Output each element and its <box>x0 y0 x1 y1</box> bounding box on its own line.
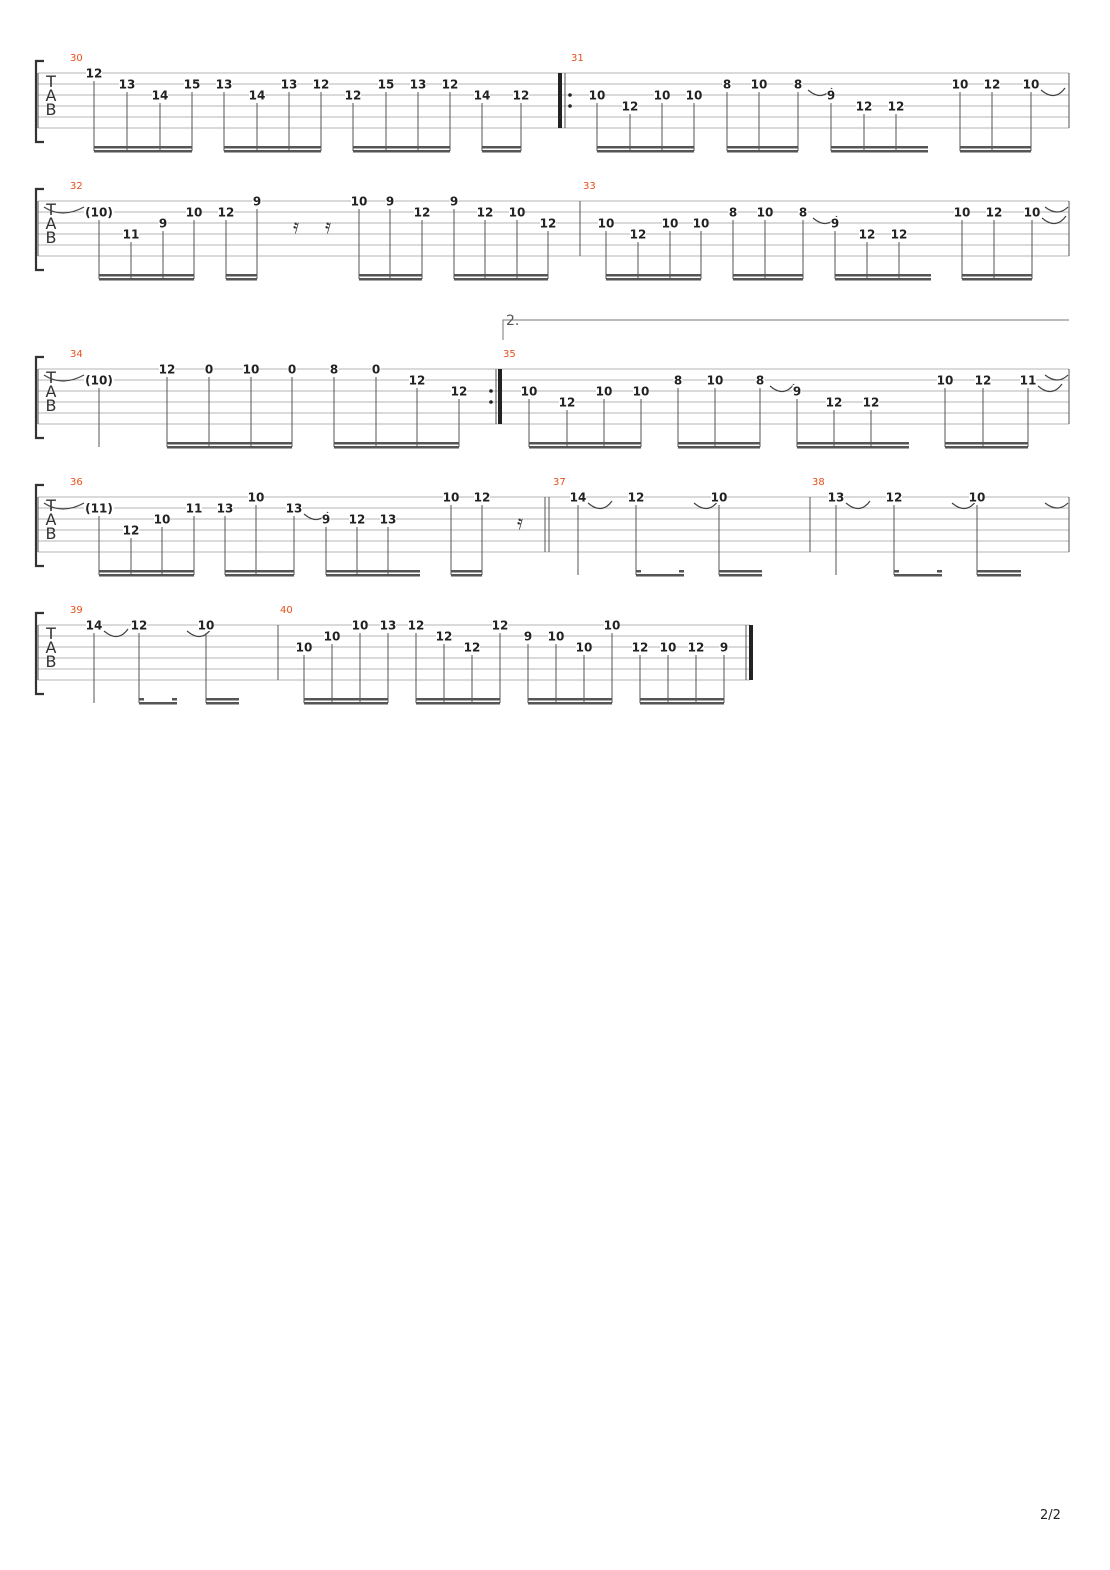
tie-arc <box>846 501 870 509</box>
fret-number: 9 <box>321 512 331 527</box>
fret-number: 12 <box>687 640 705 655</box>
tab-clef-letter: B <box>45 524 57 543</box>
fret-number: 10 <box>520 384 538 399</box>
measure-number: 34 <box>70 349 83 360</box>
fret-number: 15 <box>183 77 201 92</box>
fret-number: 12 <box>158 362 176 377</box>
fret-number: 13 <box>280 77 298 92</box>
tie-arc <box>1045 503 1068 508</box>
fret-number: 12 <box>413 205 431 220</box>
beam-stub <box>679 570 684 573</box>
beam <box>99 278 194 281</box>
fret-number: 8 <box>722 77 732 92</box>
fret-number: 12 <box>348 512 366 527</box>
fret-number: 10 <box>247 490 265 505</box>
beam <box>225 574 294 577</box>
beam <box>326 570 420 573</box>
beam <box>528 702 612 705</box>
fret-number: 10 <box>661 216 679 231</box>
beam <box>977 574 1021 577</box>
fret-number: 12 <box>130 618 148 633</box>
fret-number: 8 <box>755 373 765 388</box>
beam <box>454 274 548 277</box>
beam <box>528 698 612 701</box>
fret-number: 12 <box>512 88 530 103</box>
beam <box>960 150 1031 153</box>
beam <box>451 574 482 577</box>
beam <box>960 146 1031 149</box>
measure-number: 39 <box>70 605 83 616</box>
fret-number: 8 <box>329 362 339 377</box>
beam <box>326 574 420 577</box>
fret-number: 11 <box>122 227 140 242</box>
fret-number: 10 <box>508 205 526 220</box>
beam <box>835 278 931 281</box>
tie-arc <box>1038 384 1062 392</box>
fret-number: 10 <box>603 618 621 633</box>
fret-number: 10 <box>706 373 724 388</box>
beam <box>359 274 422 277</box>
beam <box>727 146 798 149</box>
fret-number: 10 <box>242 362 260 377</box>
fret-number: 12 <box>408 373 426 388</box>
fret-number: 9 <box>826 88 836 103</box>
beam <box>529 442 641 445</box>
measure-number: 35 <box>503 349 516 360</box>
fret-number: 10 <box>1023 205 1041 220</box>
fret-number: (11) <box>85 501 113 516</box>
fret-number: 10 <box>588 88 606 103</box>
rest-symbol: 𝄿 <box>516 510 524 534</box>
tie-arc <box>770 384 794 392</box>
fret-number: 9 <box>792 384 802 399</box>
beam <box>304 698 388 701</box>
tab-clef-letter: B <box>45 100 57 119</box>
tie-arc <box>1045 375 1068 380</box>
beam <box>99 574 194 577</box>
beam <box>719 574 762 577</box>
fret-number: 12 <box>407 618 425 633</box>
fret-number: 9 <box>449 194 459 209</box>
fret-number: 12 <box>539 216 557 231</box>
tie-arc <box>588 501 612 509</box>
fret-number: 12 <box>435 629 453 644</box>
tab-clef-letter: A <box>45 510 57 529</box>
fret-number: 13 <box>215 77 233 92</box>
beam <box>206 698 239 701</box>
fret-number: 12 <box>825 395 843 410</box>
beam <box>334 446 459 449</box>
fret-number: 12 <box>473 490 491 505</box>
fret-number: 10 <box>597 216 615 231</box>
measure-number: 36 <box>70 477 83 488</box>
beam <box>733 278 803 281</box>
fret-number: 10 <box>953 205 971 220</box>
fret-number: 0 <box>371 362 381 377</box>
fret-number: 10 <box>185 205 203 220</box>
beam <box>334 442 459 445</box>
fret-number: 11 <box>1019 373 1037 388</box>
measure-number: 31 <box>571 53 584 64</box>
volta-label: 2. <box>506 313 520 329</box>
beam <box>606 278 701 281</box>
fret-number: 9 <box>385 194 395 209</box>
fret-number: 10 <box>351 618 369 633</box>
fret-number: 10 <box>295 640 313 655</box>
fret-number: 8 <box>798 205 808 220</box>
rest-symbol: 𝄿 <box>292 214 300 238</box>
beam <box>835 274 931 277</box>
tie-arc <box>1042 216 1066 224</box>
tie-arc <box>1041 88 1065 96</box>
tab-clef-letter: T <box>46 72 56 91</box>
fret-number: 10 <box>632 384 650 399</box>
fret-number: 10 <box>197 618 215 633</box>
beam <box>727 150 798 153</box>
fret-number: 12 <box>621 99 639 114</box>
beam <box>206 702 239 705</box>
fret-number: 12 <box>862 395 880 410</box>
beam <box>797 446 909 449</box>
fret-number: 12 <box>890 227 908 242</box>
beam <box>977 570 1021 573</box>
beam <box>482 146 521 149</box>
fret-number: 10 <box>595 384 613 399</box>
fret-number: (10) <box>85 205 113 220</box>
fret-number: 8 <box>673 373 683 388</box>
beam <box>224 150 321 153</box>
tab-clef-letter: B <box>45 652 57 671</box>
beam <box>733 274 803 277</box>
beam <box>226 278 257 281</box>
beam <box>353 146 450 149</box>
fret-number: 10 <box>653 88 671 103</box>
fret-number: 14 <box>569 490 587 505</box>
beam <box>224 146 321 149</box>
fret-number: (10) <box>85 373 113 388</box>
fret-number: 10 <box>153 512 171 527</box>
beam <box>451 570 482 573</box>
fret-number: 12 <box>312 77 330 92</box>
beam <box>678 442 760 445</box>
fret-number: 12 <box>85 66 103 81</box>
tie-arc <box>104 629 128 637</box>
fret-number: 0 <box>287 362 297 377</box>
fret-number: 10 <box>575 640 593 655</box>
fret-number: 9 <box>830 216 840 231</box>
fret-number: 10 <box>936 373 954 388</box>
beam-stub <box>894 570 899 573</box>
beam <box>353 150 450 153</box>
fret-number: 10 <box>692 216 710 231</box>
beam <box>482 150 521 153</box>
measure-number: 37 <box>553 477 566 488</box>
tab-clef-letter: A <box>45 638 57 657</box>
beam <box>962 274 1032 277</box>
fret-number: 8 <box>728 205 738 220</box>
beam <box>167 442 292 445</box>
fret-number: 13 <box>285 501 303 516</box>
fret-number: 10 <box>350 194 368 209</box>
fret-number: 12 <box>855 99 873 114</box>
repeat-dot <box>568 104 572 108</box>
beam <box>359 278 422 281</box>
beam <box>99 570 194 573</box>
fret-number: 12 <box>217 205 235 220</box>
volta-bracket <box>503 320 1069 340</box>
fret-number: 13 <box>216 501 234 516</box>
tab-clef-letter: A <box>45 86 57 105</box>
page-number: 2/2 <box>1040 1508 1061 1523</box>
beam <box>719 570 762 573</box>
beam <box>636 574 684 577</box>
fret-number: 15 <box>377 77 395 92</box>
beam <box>597 150 694 153</box>
beam <box>94 150 192 153</box>
fret-number: 11 <box>185 501 203 516</box>
fret-number: 9 <box>523 629 533 644</box>
fret-number: 14 <box>248 88 266 103</box>
fret-number: 12 <box>463 640 481 655</box>
beam <box>529 446 641 449</box>
fret-number: 9 <box>252 194 262 209</box>
measure-number: 30 <box>70 53 83 64</box>
fret-number: 13 <box>379 618 397 633</box>
fret-number: 10 <box>547 629 565 644</box>
fret-number: 10 <box>685 88 703 103</box>
beam <box>99 274 194 277</box>
fret-number: 12 <box>627 490 645 505</box>
beam <box>94 146 192 149</box>
tab-clef-letter: A <box>45 214 57 233</box>
fret-number: 12 <box>122 523 140 538</box>
beam <box>416 702 500 705</box>
repeat-dot <box>489 389 493 393</box>
tab-clef-letter: T <box>46 368 56 387</box>
tab-clef-letter: A <box>45 382 57 401</box>
fret-number: 0 <box>204 362 214 377</box>
fret-number: 10 <box>750 77 768 92</box>
beam <box>606 274 701 277</box>
fret-number: 12 <box>985 205 1003 220</box>
fret-number: 13 <box>118 77 136 92</box>
beam <box>139 702 177 705</box>
fret-number: 12 <box>476 205 494 220</box>
fret-number: 13 <box>409 77 427 92</box>
fret-number: 9 <box>719 640 729 655</box>
fret-number: 13 <box>827 490 845 505</box>
fret-number: 13 <box>379 512 397 527</box>
beam <box>640 698 724 701</box>
fret-number: 12 <box>887 99 905 114</box>
rest-symbol: 𝄿 <box>324 214 332 238</box>
beam <box>831 146 928 149</box>
beam <box>416 698 500 701</box>
beam <box>640 702 724 705</box>
fret-number: 10 <box>323 629 341 644</box>
fret-number: 14 <box>151 88 169 103</box>
fret-number: 12 <box>631 640 649 655</box>
fret-number: 14 <box>85 618 103 633</box>
measure-number: 38 <box>812 477 825 488</box>
fret-number: 10 <box>756 205 774 220</box>
beam <box>304 702 388 705</box>
tab-clef-letter: T <box>46 624 56 643</box>
fret-number: 10 <box>710 490 728 505</box>
beam <box>226 274 257 277</box>
beam <box>945 446 1028 449</box>
repeat-dot <box>489 400 493 404</box>
measure-number: 32 <box>70 181 83 192</box>
fret-number: 10 <box>442 490 460 505</box>
beam <box>962 278 1032 281</box>
fret-number: 14 <box>473 88 491 103</box>
fret-number: 12 <box>344 88 362 103</box>
fret-number: 12 <box>441 77 459 92</box>
fret-number: 10 <box>659 640 677 655</box>
fret-number: 12 <box>858 227 876 242</box>
fret-number: 12 <box>450 384 468 399</box>
fret-number: 10 <box>968 490 986 505</box>
beam <box>678 446 760 449</box>
fret-number: 10 <box>1022 77 1040 92</box>
fret-number: 12 <box>983 77 1001 92</box>
beam <box>597 146 694 149</box>
fret-number: 8 <box>793 77 803 92</box>
measure-number: 33 <box>583 181 596 192</box>
beam-stub <box>139 698 144 701</box>
fret-number: 10 <box>951 77 969 92</box>
fret-number: 12 <box>885 490 903 505</box>
fret-number: 12 <box>974 373 992 388</box>
fret-number: 12 <box>491 618 509 633</box>
tab-clef-letter: T <box>46 496 56 515</box>
fret-number: 9 <box>158 216 168 231</box>
measure-number: 40 <box>280 605 293 616</box>
tab-clef-letter: B <box>45 396 57 415</box>
tab-clef-letter: B <box>45 228 57 247</box>
fret-number: 12 <box>629 227 647 242</box>
beam <box>454 278 548 281</box>
beam-stub <box>937 570 942 573</box>
beam <box>225 570 294 573</box>
beam-stub <box>172 698 177 701</box>
beam <box>167 446 292 449</box>
tab-clef-letter: T <box>46 200 56 219</box>
beam <box>894 574 942 577</box>
beam <box>945 442 1028 445</box>
beam <box>831 150 928 153</box>
beam <box>797 442 909 445</box>
tie-arc <box>1045 207 1068 212</box>
beam-stub <box>636 570 641 573</box>
repeat-dot <box>568 93 572 97</box>
fret-number: 12 <box>558 395 576 410</box>
